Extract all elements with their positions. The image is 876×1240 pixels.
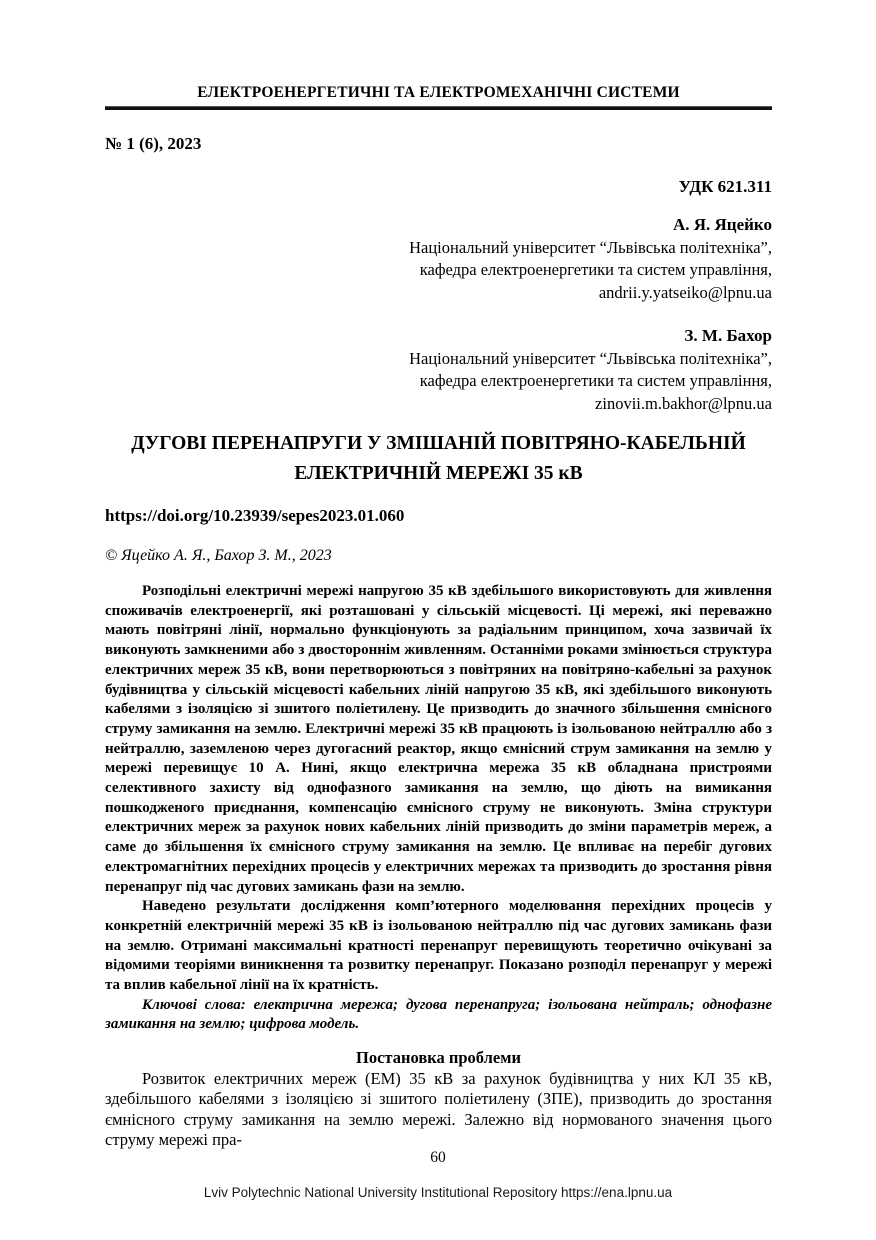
section-paragraph-1: Розвиток електричних мереж (ЕМ) 35 кВ за рахунок будівництва у них КЛ 35 кВ, здебільшого кабелями з ізоляцією зі зшитого поліетилену (ЗПЕ), призводить до зростання ємнісного струму замикання на землю мережі. Залежно від нормованого значення цього струму мережі пра- [105,1069,772,1150]
section-heading: Постановка проблеми [356,1048,521,1068]
author-affiliation-university: Національний університет “Львівська політехніка”, [409,348,772,368]
author-block-2 [105,325,772,415]
abstract-paragraph-1: Розподільні електричні мережі напругою 35 кВ здебільшого використовують для живлення споживачів електроенергії, які розташовані у сільській місцевості. Ці мережі, які переважно мають повітряні лінії, нормально функціонують за радіальним принципом, хоча зазвичай їх виконують замкненими або з двостороннім живленням. Останніми роками змінюється структура електричних мереж 35 кВ, вони перетворюються з повітряних на повітряно-кабельні за рахунок будівництва у сільській місцевості кабельних ліній напругою 35 кВ, які здебільшого виконують кабелями з ізоляцією зі зшитого поліетилену. Це призводить до значного збільшення ємнісного струму замикання на землю. Електричні мережі 35 кВ працюють із ізольованою нейтраллю або з нейтраллю, заземленою через дугогасний реактор, якщо ємнісний струм замикання на землю у мережі перевищує 10 А. Нині, якщо електрична мережа 35 кВ обладнана пристроями селективного захисту від однофазного замикання на землю, що діють на вимикання пошкодженого приєднання, компенсацію ємнісного струму не виконують. Зміна структури електричних мереж за рахунок нових кабельних ліній призводить до зміни параметрів мереж, а саме до збільшення їх ємнісного струму замикання на землю. Це впливає на перебіг дугових електромагнітних перехідних процесів у електричних мережах та призводить до зростання рівня перенапруг під час дугових замикань фази на землю. [105,583,772,895]
author-affiliation-university: Національний університет “Львівська політехніка”, [409,237,772,257]
author-email[interactable]: andrii.y.yatseiko@lpnu.ua [598,282,772,302]
page-content [105,84,772,1150]
author-affiliation-department: кафедра електроенергетики та систем управління, [419,371,772,390]
article-title: ДУГОВІ ПЕРЕНАПРУГИ У ЗМІШАНІЙ ПОВІТРЯНО-КАБЕЛЬНІЙ ЕЛЕКТРИЧНІЙ МЕРЕЖІ 35 кВ [131,433,746,484]
author-name: З. М. Бахор [684,326,772,345]
repository-footer: Lviv Polytechnic National University Institutional Repository https://ena.lpnu.ua [203,1185,673,1200]
author-affiliation-department: кафедра електроенергетики та систем управління, [419,260,772,279]
keywords-text: електрична мережа; дугова перенапруга; ізольована нейтраль; однофазне замикання на землю; цифрова модель. [105,996,772,1033]
header-rule [105,106,772,110]
author-email[interactable]: zinovii.m.bakhor@lpnu.ua [595,393,772,413]
abstract-paragraph-2: Наведено результати дослідження комп’ютерного моделювання перехідних процесів у конкретній електричній мережі 35 кВ із ізольованою нейтраллю під час дугових замикань фази на землю. Отримані максимальні кратності перенапруг перевищують теоретично очікувані за відомими теоріями виникнення та розвитку перенапруг. Показано розподіл перенапруг у мережі та вплив кабельної лінії на їх кратність. [105,898,772,994]
udc-code: УДК 621.311 [678,177,772,196]
page-number: 60 [430,1149,446,1166]
journal-header-title: ЕЛЕКТРОЕНЕРГЕТИЧНІ ТА ЕЛЕКТРОМЕХАНІЧНІ СИСТЕМИ [197,84,680,101]
doi-link[interactable]: https://doi.org/10.23939/sepes2023.01.060 [105,506,405,525]
issue-label: № 1 (6), 2023 [105,134,202,153]
author-block-1 [105,214,772,304]
keywords-label: Ключові слова: [142,996,246,1013]
author-name: А. Я. Яцейко [672,215,772,234]
copyright-line: © Яцейко А. Я., Бахор З. М., 2023 [105,547,332,564]
keywords-line [105,996,772,1035]
